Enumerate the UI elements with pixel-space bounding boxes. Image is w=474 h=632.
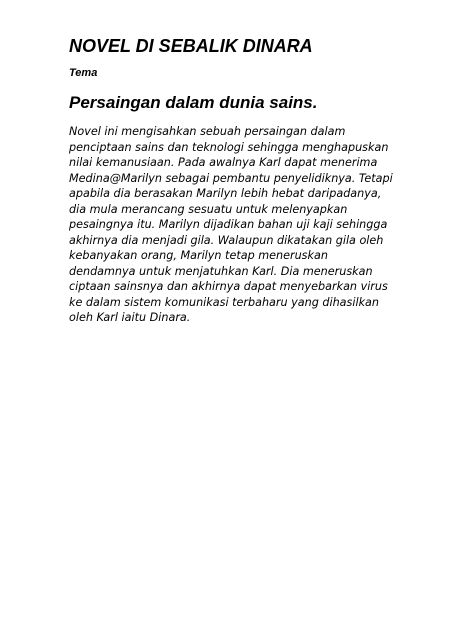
paragraph-line: kebanyakan orang, Marilyn tetap meneruskan: [69, 249, 328, 262]
paragraph-line: ciptaan sainsnya dan akhirnya dapat menyebarkan virus: [69, 280, 388, 293]
paragraph-line: Medina@Marilyn sebagai pembantu penyelidiknya. Tetapi: [69, 171, 393, 185]
paragraph-line: dendamnya untuk menjatuhkan Karl. Dia meneruskan: [69, 264, 373, 278]
paragraph-line: oleh Karl iaitu Dinara.: [69, 311, 191, 324]
paragraph-line: dia mula merancang sesuatu untuk melenyapkan: [69, 202, 348, 216]
section-label: Tema: [69, 67, 98, 79]
paragraph-line: Novel ini mengisahkan sebuah persaingan dalam: [69, 125, 346, 138]
paragraph-line: apabila dia berasakan Marilyn lebih hebat daripadanya,: [69, 187, 382, 200]
document-title: NOVEL DI SEBALIK DINARA: [69, 36, 313, 56]
paragraph-line: nilai kemanusiaan. Pada awalnya Karl dapat menerima: [69, 156, 378, 169]
paragraph-line: penciptaan sains dan teknologi sehingga menghapuskan: [69, 140, 389, 154]
body-paragraph: [69, 124, 459, 326]
paragraph-line: akhirnya dia menjadi gila. Walaupun dikatakan gila oleh: [69, 233, 384, 247]
theme-heading: Persaingan dalam dunia sains.: [69, 93, 318, 112]
paragraph-line: pesaingnya itu. Marilyn dijadikan bahan uji kaji sehingga: [69, 218, 388, 231]
paragraph-line: ke dalam sistem komunikasi terbaharu yang dihasilkan: [69, 295, 379, 309]
